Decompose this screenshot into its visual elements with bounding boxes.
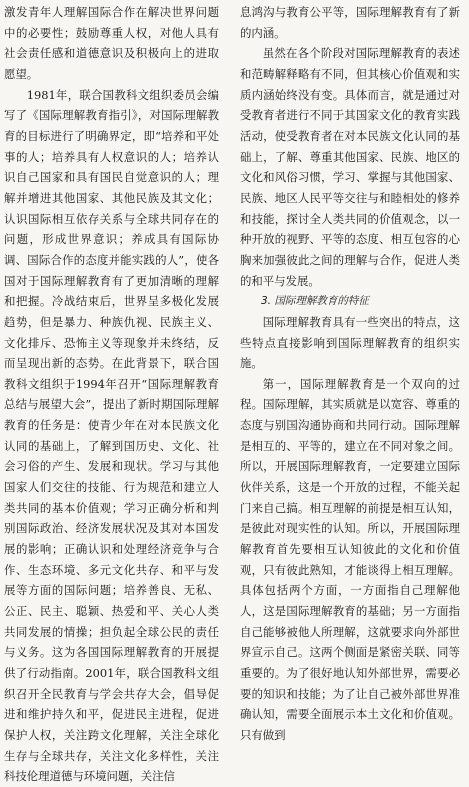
paragraph-continuation: 息鸿沟与教育公平等，国际理解教育有了新的内涵。 <box>240 5 460 40</box>
paragraph-features-intro: 国际理解教育具有一些突出的特点，这些特点直接影响到国际理解教育的组织实施。 <box>240 314 460 371</box>
right-text-column <box>240 2 460 746</box>
left-text-column <box>4 2 219 787</box>
column-gutter <box>229 0 230 664</box>
section-heading: 3. 国际理解教育的特征 <box>261 295 369 308</box>
paragraph-intro-continuation: 激发青年人理解国际合作在解决世界问题中的必要性；鼓励尊重人权，对他人具有社会责任感和道德意识及积极向上的进取愿望。 <box>4 5 219 81</box>
paragraph-core-values: 虽然在各个阶段对国际理解教育的表述和范畴解释略有不同，但其核心价值观和实质内涵始终没有变。具体而言，就是通过对受教育者进行不同于其国家文化的教育实践活动，使受教育者在对本民族文化认同的基础上，了解、尊重其他国家、民族、地区的文化和风俗习惯，学习、掌握与其他国家、民族、地区人民平等交往与和睦相处的修养和技能，探讨全人类共同的价值观念，以一种开放的视野、平等的态度、相互包容的心胸来加强彼此之间的理解与合作，促进人类的和平与发展。 <box>240 46 460 288</box>
paragraph-unesco-history: 1981年，联合国教科文组织委员会编写了《国际理解教育指引》，对国际理解教育的目标进行了明确界定，即“培养和平处事的人；培养具有人权意识的人；培养认识自己国家和具有国民自觉意识的人；理解并增进其他国家、其他民族及其文化；认识国际相互依存关系与全球共同存在的问题，形成世界意识；养成具有国际协调、国际合作的态度并能实践的人”，使各国对于国际理解教育有了更加清晰的理解和把握。冷战结束后，世界呈多极化发展趋势，但是暴力、种族仇视、民族主义、文化排斥、恐怖主义等现象并未终结，反而呈现出新的态势。在此背景下，联合国教科文组织于1994年召开“国际理解教育总结与展望大会”，提出了新时期国际理解教育的任务是：使青少年在对本民族文化认同的基础上，了解到国历史、文化、社会习俗的产生、发展和现状。学习与其他国家人们交往的技能、行为规范和建立人类共同的基本价值观；学习正确分析和判别国际政治、经济发展状况及其对本国发展的影响；正确认识和处理经济竞争与合作、生态环境、多元文化共存、和平与发展等方面的国际问题；培养善良、无私、公正、民主、聪颖、热爱和平、关心人类共同发展的情操；担负起全球公民的责任与义务。这为各国国际理解教育的开展提供了行动指南。2001年，联合国教科文组织召开全民教育与学会共存大会，倡导促进和维护持久和平，促进民主进程，促进保护人权，关注跨文化理解，关注全球化生存与全球共存，关注文化多样性，关注科技伦理道德与环境问题，关注信 <box>4 87 219 784</box>
paragraph-first-feature: 第一，国际理解教育是一个双向的过程。国际理解，其实质就是以宽容、尊重的态度与别国沟通协商和共同行动。国际理解是相互的、平等的，建立在不同对象之间。所以，开展国际理解教育，一定要建立国际伙伴关系，这是一个开放的过程，不能关起门来自己搞。相互理解的前提是相互认知，是彼此对现实性的认知。所以，开展国际理解教育首先要相互认知彼此的文化和价值观，只有彼此熟知，才能谈得上相互理解。具体包括两个方面，一方面指自己理解他人，这是国际理解教育的基础；另一方面指自己能够被他人所理解，这就要求向外部世界宣示自己。这两个侧面是紧密关联、同等重要的。为了很好地认知外部世界，需要必要的知识和技能；为了让自己被外部世界准确认知，需要全面展示本土文化和价值观。只有做到 <box>240 376 460 742</box>
